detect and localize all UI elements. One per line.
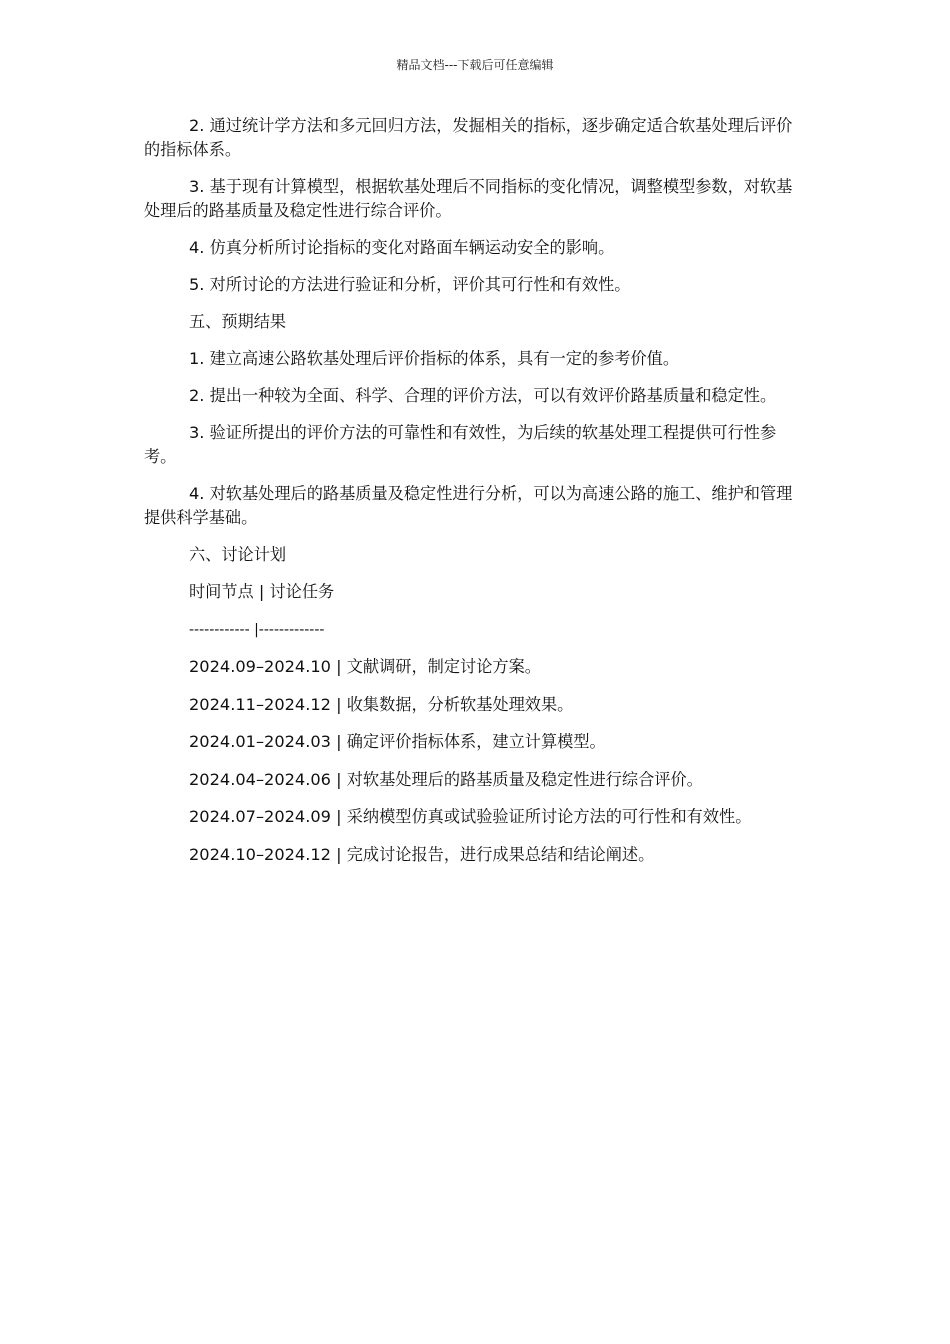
plan-table-row: 2024.01–2024.03 | 确定评价指标体系，建立计算模型。 <box>189 732 606 751</box>
paragraph-result-4: 4. 对软基处理后的路基质量及稳定性进行分析，可以为高速公路的施工、维护和管理提供科学基础。 <box>144 484 793 527</box>
page-header: 精品文档---下载后可任意编辑 <box>396 58 554 72</box>
plan-table-row: 2024.11–2024.12 | 收集数据，分析软基处理效果。 <box>189 694 574 714</box>
paragraph-goal-5: 5. 对所讨论的方法进行验证和分析，评价其可行性和有效性。 <box>189 275 631 294</box>
plan-table-row: 2024.09–2024.10 | 文献调研，制定讨论方案。 <box>189 657 541 676</box>
plan-table-separator: ------------ |------------- <box>189 621 325 638</box>
paragraph-result-1: 1. 建立高速公路软基处理后评价指标的体系，具有一定的参考价值。 <box>189 349 680 368</box>
section-heading-expected-results: 五、预期结果 <box>189 312 287 331</box>
paragraph-goal-3: 3. 基于现有计算模型，根据软基处理后不同指标的变化情况，调整模型参数，对软基处理后的路基质量及稳定性进行综合评价。 <box>144 177 793 220</box>
paragraph-result-2: 2. 提出一种较为全面、科学、合理的评价方法，可以有效评价路基质量和稳定性。 <box>189 386 777 405</box>
plan-table-header: 时间节点 | 讨论任务 <box>189 582 335 601</box>
section-heading-plan: 六、讨论计划 <box>189 545 287 564</box>
paragraph-goal-2: 2. 通过统计学方法和多元回归方法，发掘相关的指标，逐步确定适合软基处理后评价的指标体系。 <box>144 116 793 159</box>
plan-table-row: 2024.04–2024.06 | 对软基处理后的路基质量及稳定性进行综合评价。 <box>189 769 703 789</box>
paragraph-result-3: 3. 验证所提出的评价方法的可靠性和有效性，为后续的软基处理工程提供可行性参考。 <box>144 423 777 466</box>
paragraph-goal-4: 4. 仿真分析所讨论指标的变化对路面车辆运动安全的影响。 <box>189 238 615 257</box>
plan-table-row: 2024.10–2024.12 | 完成讨论报告，进行成果总结和结论阐述。 <box>189 844 655 864</box>
plan-table-row: 2024.07–2024.09 | 采纳模型仿真或试验验证所讨论方法的可行性和有效性。 <box>189 807 752 826</box>
document-body <box>144 114 794 880</box>
